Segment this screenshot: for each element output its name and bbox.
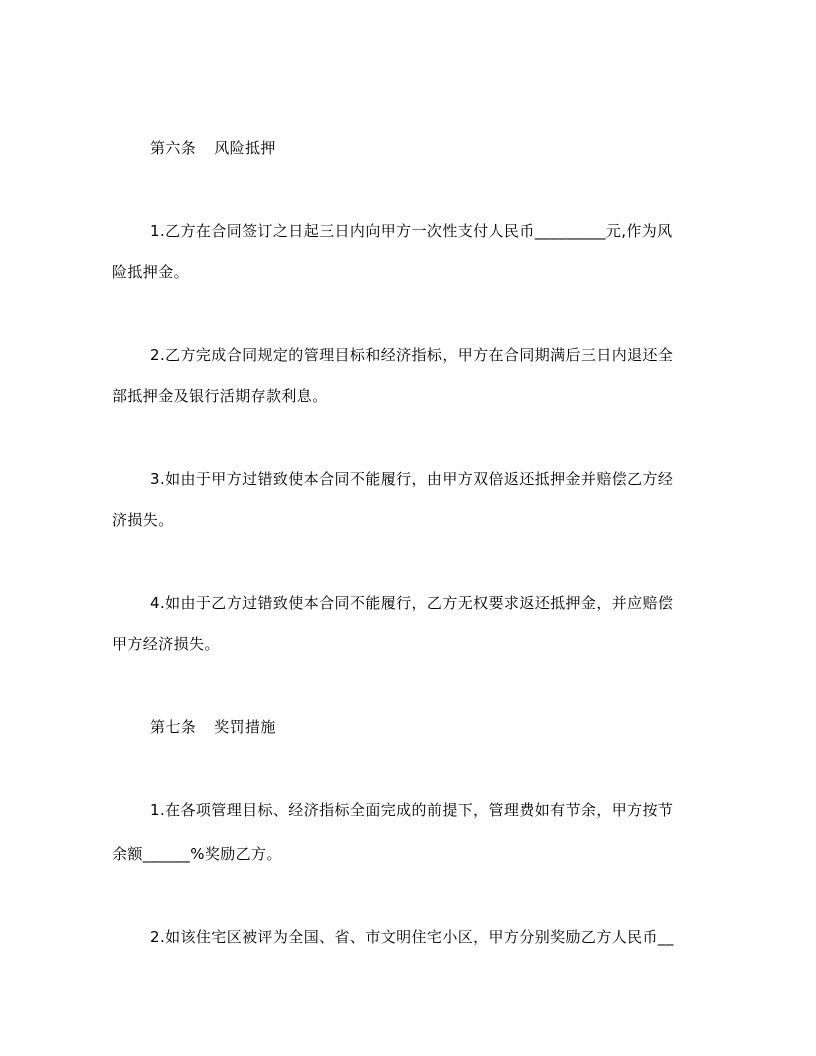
section-6-item-1-line-1: 1.乙方在合同签订之日起三日内向甲方一次性支付人民币_________元,作为风: [150, 222, 673, 240]
section-6-item-2-line-1: 2.乙方完成合同规定的管理目标和经济指标，甲方在合同期满后三日内退还全: [150, 346, 674, 364]
section-6-item-4-line-2: 甲方经济损失。: [112, 635, 220, 653]
section-7-item-1-line-2: 余额______%奖励乙方。: [112, 845, 282, 863]
section-6-item-4-line-1: 4.如由于乙方过错致使本合同不能履行，乙方无权要求返还抵押金，并应赔偿: [150, 594, 674, 612]
section-7-item-1-line-1: 1.在各项管理目标、经济指标全面完成的前提下，管理费如有节余，甲方按节: [150, 801, 674, 819]
section-6-number: 第六条: [150, 139, 197, 157]
section-6-heading: [150, 138, 750, 158]
section-7-number: 第七条: [150, 718, 197, 736]
section-7-item-2-line-1: 2.如该住宅区被评为全国、省、市文明住宅小区，甲方分别奖励乙方人民币__: [150, 928, 674, 946]
section-6-item-3-line-2: 济损失。: [112, 511, 174, 529]
section-6-item-1-line-2: 险抵押金。: [112, 263, 190, 281]
section-7-title: 奖罚措施: [214, 718, 276, 736]
section-7-heading: [150, 717, 750, 737]
section-6-item-2-line-2: 部抵押金及银行活期存款利息。: [112, 387, 328, 405]
section-6-title: 风险抵押: [214, 139, 276, 157]
section-6-item-3-line-1: 3.如由于甲方过错致使本合同不能履行，由甲方双倍返还抵押金并赔偿乙方经: [150, 470, 674, 488]
